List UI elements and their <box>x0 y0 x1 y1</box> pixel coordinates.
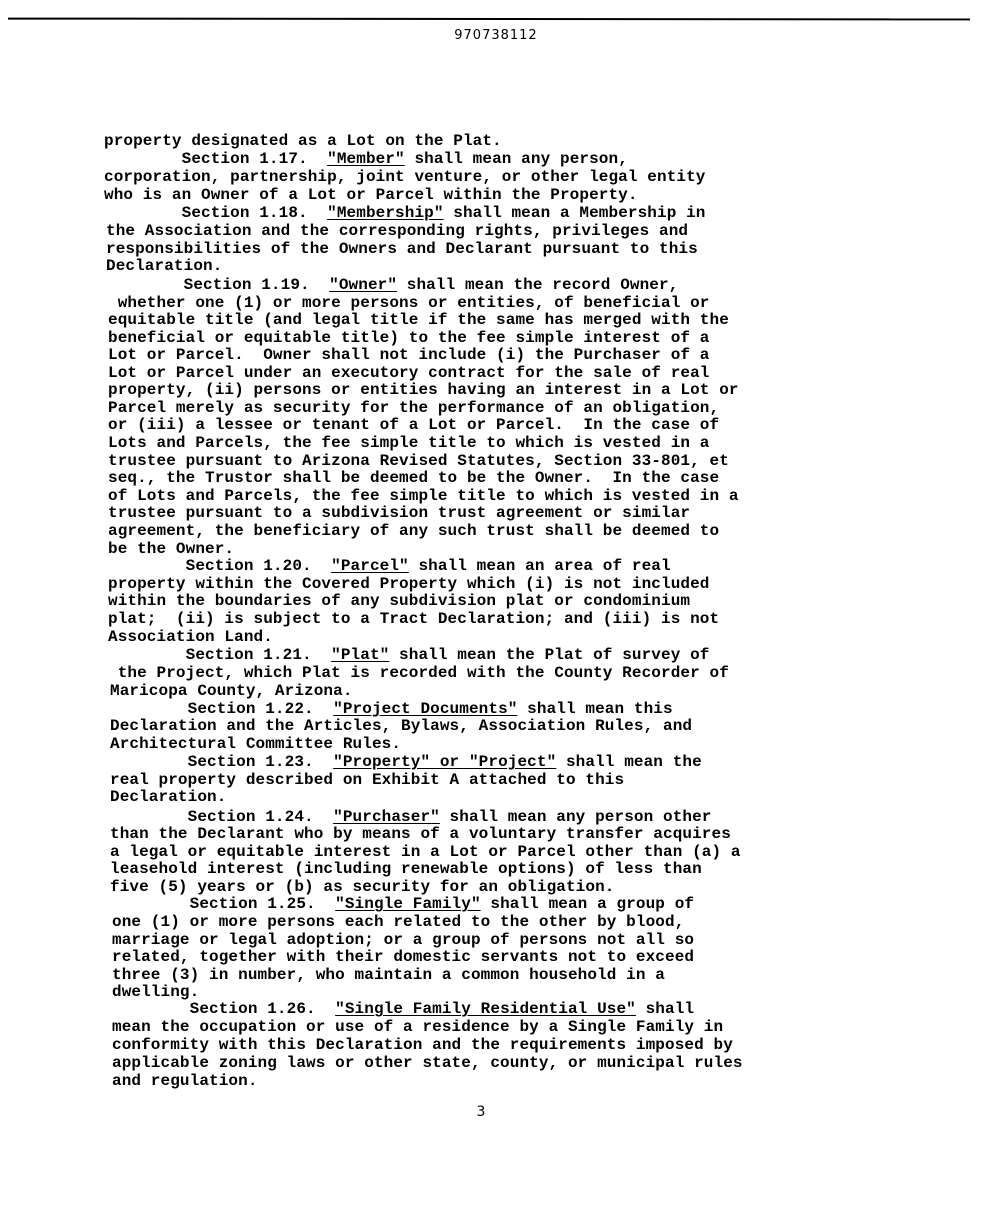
text-line <box>108 399 719 417</box>
text-run: Section 1.26. <box>112 1000 336 1018</box>
text-run: shall mean any person other <box>439 808 712 826</box>
text-run: Lot or Parcel under an executory contract for the sale of real <box>108 364 710 382</box>
text-line <box>106 276 678 294</box>
text-line <box>108 381 739 399</box>
text-run: than the Declarant who by means of a voluntary transfer acquires <box>110 825 731 843</box>
text-run: Section 1.19. <box>106 276 330 294</box>
text-line <box>110 843 741 861</box>
text-line <box>112 895 694 913</box>
text-line <box>112 913 684 931</box>
text-run: three (3) in number, who maintain a common household in a <box>112 966 665 984</box>
text-line <box>112 931 694 949</box>
text-line <box>110 808 712 826</box>
defined-term: "Membership" <box>327 204 444 222</box>
text-run: trustee pursuant to a subdivision trust agreement or similar <box>108 504 691 522</box>
text-line <box>112 1036 733 1054</box>
text-run: five (5) years or (b) as security for an obligation. <box>110 878 615 896</box>
text-line <box>112 983 199 1001</box>
text-run: Parcel merely as security for the performance of an obligation, <box>108 399 720 417</box>
text-run: shall mean this <box>517 700 673 718</box>
text-run: shall mean the Plat of survey of <box>389 646 710 664</box>
text-line <box>112 1018 723 1036</box>
text-line <box>108 364 710 382</box>
text-line <box>112 1072 258 1090</box>
text-run: shall mean a Membership in <box>443 204 706 222</box>
text-run: of Lots and Parcels, the fee simple title to which is vested in a <box>108 487 739 505</box>
text-run: Association Land. <box>108 628 273 646</box>
text-line <box>110 717 692 735</box>
text-run: Lot or Parcel. Owner shall not include (i) the Purchaser of a <box>108 346 710 364</box>
text-line <box>110 788 226 806</box>
text-line <box>108 646 710 664</box>
text-run: a legal or equitable interest in a Lot or Parcel other than (a) a <box>110 843 741 861</box>
text-run: be the Owner. <box>108 540 235 558</box>
text-run: shall <box>635 1000 695 1018</box>
text-run: within the boundaries of any subdivision plat or condominium <box>108 592 691 610</box>
text-line <box>104 186 638 204</box>
text-line <box>106 240 698 258</box>
text-run: marriage or legal adoption; or a group of persons not all so <box>112 931 695 949</box>
text-run: corporation, partnership, joint venture, or other legal entity <box>104 168 706 186</box>
text-line <box>110 878 614 896</box>
text-run: beneficial or equitable title) to the fee simple interest of a <box>108 329 710 347</box>
defined-term: "Plat" <box>331 646 390 664</box>
text-line <box>104 168 706 186</box>
text-run: equitable title (and legal title if the same has merged with the <box>108 311 729 329</box>
text-line <box>104 132 502 150</box>
text-run: shall mean the record Owner, <box>397 276 679 294</box>
text-line <box>108 628 273 646</box>
text-line <box>112 948 694 966</box>
defined-term: "Single Family Residential Use" <box>335 1000 636 1018</box>
text-line <box>108 487 739 505</box>
text-run: real property described on Exhibit A attached to this <box>110 771 625 789</box>
text-run: one (1) or more persons each related to the other by blood, <box>112 913 685 931</box>
text-line <box>108 346 710 364</box>
text-run: property, (ii) persons or entities having an interest in a Lot or <box>108 381 739 399</box>
text-run: or (iii) a lessee or tenant of a Lot or Parcel. In the case of <box>108 416 720 434</box>
text-run: trustee pursuant to Arizona Revised Statutes, Section 33-801, et <box>108 452 729 470</box>
text-run: who is an Owner of a Lot or Parcel within the Property. <box>104 186 638 204</box>
text-line <box>108 294 710 312</box>
text-run: whether one (1) or more persons or entities, of beneficial or <box>108 294 710 312</box>
text-run: Declaration and the Articles, Bylaws, Association Rules, and <box>110 717 693 735</box>
text-run: property designated as a Lot on the Plat. <box>104 132 502 150</box>
text-line <box>110 860 702 878</box>
text-line <box>108 416 719 434</box>
text-run: Section 1.17. <box>104 150 328 168</box>
text-run: Section 1.21. <box>108 646 332 664</box>
text-run: the Association and the corresponding rights, privileges and <box>106 222 689 240</box>
text-line <box>110 700 673 718</box>
text-run: and regulation. <box>112 1072 258 1090</box>
text-line <box>108 469 719 487</box>
text-line <box>104 150 628 168</box>
defined-term: "Property" or "Project" <box>333 753 557 771</box>
text-run: related, together with their domestic servants not to exceed <box>112 948 695 966</box>
text-run: conformity with this Declaration and the requirements imposed by <box>112 1036 733 1054</box>
text-run: Declaration. <box>106 257 223 275</box>
text-run: Section 1.23. <box>110 753 334 771</box>
text-run: agreement, the beneficiary of any such trust shall be deemed to <box>108 522 720 540</box>
text-run: Section 1.20. <box>108 557 332 575</box>
text-line <box>110 771 624 789</box>
text-line <box>110 825 731 843</box>
text-line <box>108 592 690 610</box>
text-run: Section 1.24. <box>110 808 334 826</box>
text-run: Section 1.22. <box>110 700 334 718</box>
text-line <box>108 504 690 522</box>
text-run: shall mean any person, <box>404 150 628 168</box>
text-run: Lots and Parcels, the fee simple title to which is vested in a <box>108 434 710 452</box>
text-line <box>106 257 222 275</box>
defined-term: "Single Family" <box>335 895 481 913</box>
text-run: Architectural Committee Rules. <box>110 735 402 753</box>
text-line <box>108 664 729 682</box>
text-line <box>112 1000 694 1018</box>
text-line <box>104 204 706 222</box>
document-number: 970738112 <box>454 28 538 43</box>
defined-term: "Owner" <box>329 276 398 294</box>
text-line <box>108 557 671 575</box>
text-run: mean the occupation or use of a residence by a Single Family in <box>112 1018 724 1036</box>
text-line <box>106 222 688 240</box>
text-line <box>108 540 234 558</box>
text-run: shall mean a group of <box>480 895 695 913</box>
text-run: Maricopa County, Arizona. <box>110 682 353 700</box>
text-run: the Project, which Plat is recorded with the County Recorder of <box>108 664 729 682</box>
text-line <box>112 966 665 984</box>
text-line <box>108 575 710 593</box>
text-line <box>108 329 710 347</box>
text-run: seq., the Trustor shall be deemed to be the Owner. In the case <box>108 469 720 487</box>
text-line <box>108 522 719 540</box>
text-run: shall mean the <box>556 753 702 771</box>
defined-term: "Parcel" <box>331 557 409 575</box>
text-line <box>108 311 729 329</box>
defined-term: "Purchaser" <box>333 808 440 826</box>
text-run: leasehold interest (including renewable options) of less than <box>110 860 702 878</box>
text-run: plat; (ii) is subject to a Tract Declaration; and (iii) is not <box>108 610 720 628</box>
text-run: dwelling. <box>112 983 200 1001</box>
text-line <box>108 610 719 628</box>
text-line <box>110 753 702 771</box>
text-run: Section 1.18. <box>104 204 328 222</box>
text-line <box>110 682 353 700</box>
text-run: property within the Covered Property which (i) is not included <box>108 575 710 593</box>
text-line <box>110 735 401 753</box>
text-run: Section 1.25. <box>112 895 336 913</box>
text-line <box>112 1054 743 1072</box>
page-number: 3 <box>476 1104 486 1120</box>
text-run: applicable zoning laws or other state, county, or municipal rules <box>112 1054 743 1072</box>
text-run: responsibilities of the Owners and Declarant pursuant to this <box>106 240 698 258</box>
text-line <box>108 434 710 452</box>
text-line <box>108 452 729 470</box>
defined-term: "Project Documents" <box>333 700 518 718</box>
defined-term: "Member" <box>327 150 405 168</box>
text-run: Declaration. <box>110 788 227 806</box>
text-run: shall mean an area of real <box>408 557 671 575</box>
